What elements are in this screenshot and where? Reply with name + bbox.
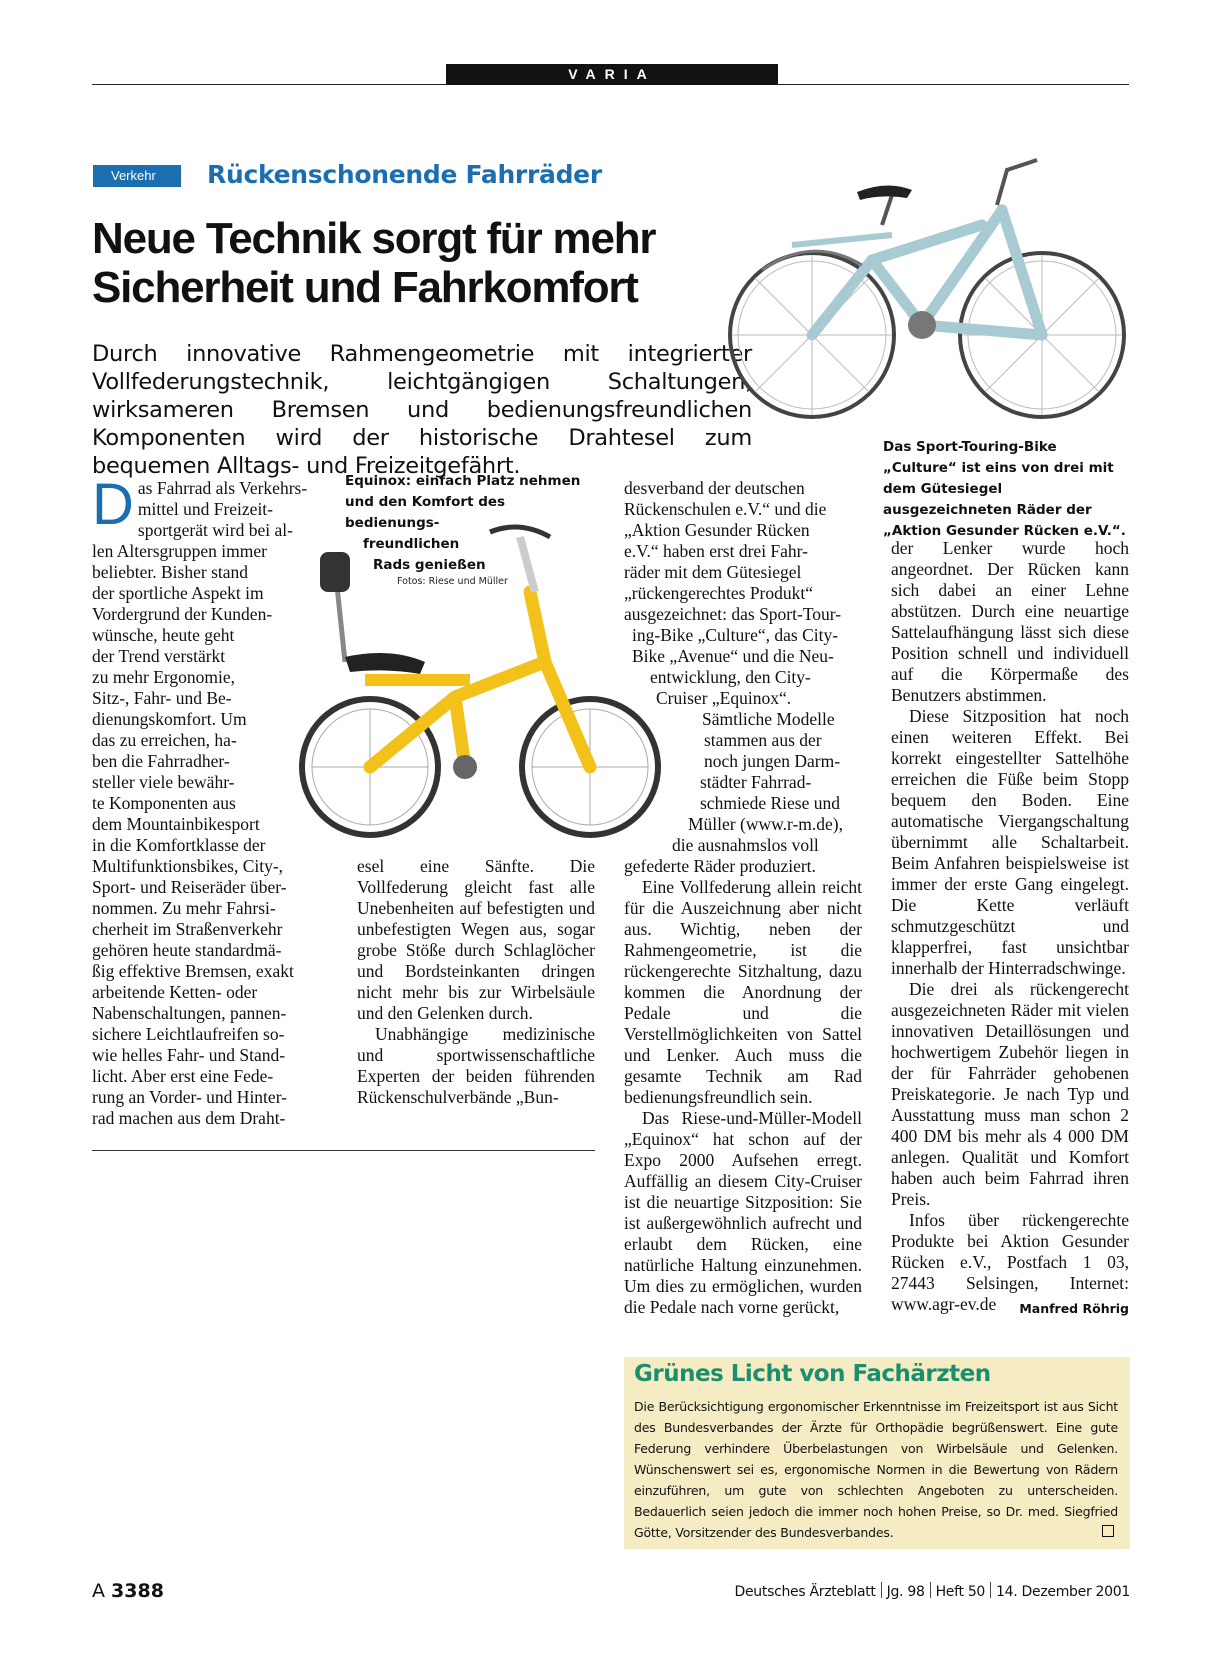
author-name: Manfred Röhrig xyxy=(1019,1301,1129,1316)
section-label: VARIA xyxy=(446,64,778,85)
end-mark-icon xyxy=(1102,1525,1114,1537)
page-value: 3388 xyxy=(111,1580,164,1602)
text-line: ausgezeichnet: das Sport-Tour- xyxy=(624,604,842,624)
text-line: Sämtliche Modelle xyxy=(702,709,835,729)
text-line: entwicklung, den City- xyxy=(650,667,811,687)
text-line: räder mit dem Gütesiegel xyxy=(624,562,802,582)
text-line: te Komponenten aus xyxy=(92,793,236,813)
photo-credit: Fotos: Riese und Müller xyxy=(397,576,508,587)
text-line: sportgerät wird bei al- xyxy=(137,520,293,540)
text-line: licht. Aber erst eine Fede- xyxy=(92,1066,274,1086)
text-line: der sportliche Aspekt im xyxy=(92,583,264,603)
text-line: arbeitende Ketten- oder xyxy=(92,982,258,1002)
text-line: Vordergrund der Kunden- xyxy=(92,604,273,624)
text-line: beliebter. Bisher stand xyxy=(92,562,249,582)
text-line: dem Mountainbikesport xyxy=(92,814,260,834)
text-line: desverband der deutschen xyxy=(624,478,805,498)
paragraph: Eine Vollfederung allein reicht für die Auszeichnung aber nicht aus. Wichtig, neben der Rahmengeometrie, ist die rückengerechte Sitzhaltung, dazu kommen die Anordnung der Pedale und die Verstellmöglichkeiten von Sattel und Lenker. Auch muss die gesamte Technik am Rad bedienungsfreundlich sein. xyxy=(624,877,862,1107)
paragraph: Das Riese-und-Müller-Modell „Equinox“ hat schon auf der Expo 2000 Aufsehen erregt. Auffällig an diesem City-Cruiser ist die neuartige Sitzposition: Sie ist außergewöhnlich aufrecht und erlaubt dem Rücken, eine natürliche Haltung einzunehmen. Um dies zu ermöglichen, wurden die Pedale nach vorne gerückt, xyxy=(624,1108,862,1317)
info-box-text: Die Berücksichtigung ergonomischer Erkenntnisse im Freizeitsport ist aus Sicht des Bundesverbandes der Ärzte für Orthopädie begrüßenswert. Eine gute Federung verhindere Überbelastungen von Wirbelsäule und Gelenken. Wünschenswert sei es, ergonomische Normen in die Bewertung von Rädern einzuführen, um gute von schlechten Angeboten zu unterscheiden. Bedauerlich seien jedoch die immer noch hohen Preise, so Dr. med. Siegfried Götte, Vorsitzender des Bundesverbandes. xyxy=(634,1399,1118,1540)
text-line: „Aktion Gesunder Rücken xyxy=(624,520,810,540)
text-line: sichere Leichtlaufreifen so- xyxy=(92,1024,285,1044)
text-line: die ausnahmslos voll xyxy=(672,835,819,855)
paragraph: Diese Sitzposition hat noch einen weiteren Effekt. Bei korrekt eingestellter Sattelhöhe erreichen die Füße beim Stopp bequem den Boden. Eine automatische Viergangschaltung übernimmt alle Schaltarbeit. Beim Anfahren beispielsweise ist immer der erste Gang eingelegt. Die Kette verläuft schmutzgeschützt und klapperfrei, fast unsichtbar innerhalb der Hinterradschwinge. xyxy=(891,706,1129,978)
text-line: ben die Fahrradher- xyxy=(92,751,230,771)
lead-paragraph: Durch innovative Rahmengeometrie mit integrierter Vollfederungstechnik, leichtgängigen Schaltungen, wirksameren Bremsen und bedienungsfreundlichen Komponenten wird der historische Drahtesel zum bequemen Alltags- und Freizeitgefährt. xyxy=(92,341,752,479)
headline xyxy=(92,214,655,312)
text-line: wie helles Fahr- und Stand- xyxy=(92,1045,286,1065)
article-column-4 xyxy=(891,538,1129,1319)
text-line: gefederte Räder produziert. xyxy=(624,856,816,876)
text-line: Multifunktionsbikes, City-, xyxy=(92,856,284,876)
kicker: Rückenschonende Fahrräder xyxy=(207,160,602,189)
journal-volume: Jg. 98 xyxy=(886,1584,925,1600)
paragraph: esel eine Sänfte. Die Vollfederung gleicht fast alle Unebenheiten auf befestigten und unbefestigten Wegen aus, sogar grobe Stöße durch Schlaglöcher und Bordsteinkanten dringen nicht mehr bis zur Wirbelsäule und den Gelenken durch. xyxy=(357,856,595,1023)
text-line: rung an Vorder- und Hinter- xyxy=(92,1087,287,1107)
caption-line: bedienungs- xyxy=(345,515,440,531)
text-line: cherheit im Straßenverkehr xyxy=(92,919,283,939)
page-number xyxy=(92,1580,164,1602)
journal-name: Deutsches Ärzteblatt xyxy=(734,1584,876,1600)
article-column-2 xyxy=(357,856,595,1108)
text-line: len Altersgruppen immer xyxy=(92,541,267,561)
text-line: stammen aus der xyxy=(704,730,822,750)
paragraph xyxy=(891,1210,1129,1315)
text-line: Sitz-, Fahr- und Be- xyxy=(92,688,232,708)
info-box-title: Grünes Licht von Fachärzten xyxy=(634,1361,991,1387)
caption-line: Equinox: einfach Platz nehmen xyxy=(345,473,581,489)
text-line: Müller (www.r-m.de), xyxy=(688,814,843,834)
journal-issue: Heft 50 xyxy=(935,1584,986,1600)
text-line: nommen. Zu mehr Fahrsi- xyxy=(92,898,276,918)
text-line: das zu erreichen, ha- xyxy=(92,730,237,750)
category-tag: Verkehr xyxy=(93,165,181,187)
article-column-1 xyxy=(92,472,330,1129)
text-line: steller viele bewähr- xyxy=(92,772,235,792)
text-line: ßig effektive Bremsen, exakt xyxy=(92,961,294,981)
text-line: zu mehr Ergonomie, xyxy=(92,667,236,687)
text-line: gehören heute standardmä- xyxy=(92,940,282,960)
text-line: Cruiser „Equinox“. xyxy=(656,688,792,708)
text-line: dienungskomfort. Um xyxy=(92,709,247,729)
headline-line: Sicherheit und Fahrkomfort xyxy=(92,263,638,312)
journal-info xyxy=(720,1582,1130,1600)
text-line: schmiede Riese und xyxy=(700,793,840,813)
article-column-3 xyxy=(624,478,862,1318)
text-line: noch jungen Darm- xyxy=(704,751,841,771)
drop-cap: D xyxy=(92,472,134,537)
text-line: Nabenschaltungen, pannen- xyxy=(92,1003,287,1023)
column-divider xyxy=(92,1150,595,1151)
text-line: as Fahrrad als Verkehrs- xyxy=(137,478,308,498)
text-line: e.V.“ haben erst drei Fahr- xyxy=(624,541,808,561)
text-line: Rückenschulen e.V.“ und die xyxy=(624,499,827,519)
text-line: rad machen aus dem Draht- xyxy=(92,1108,286,1128)
page-prefix: A xyxy=(92,1580,105,1602)
text-line: der Trend verstärkt xyxy=(92,646,226,666)
text-line: städter Fahrrad- xyxy=(700,772,812,792)
text-line: „rückengerechtes Produkt“ xyxy=(624,583,814,603)
text-line: wünsche, heute geht xyxy=(92,625,235,645)
paragraph: der Lenker wurde hoch angeordnet. Der Rücken kann sich dabei an einer Lehne abstützen. Durch eine neuartige Sattelaufhängung lässt sich diese Position schnell und individuell auf die Körpermaße des Benutzers abstimmen. xyxy=(891,538,1129,705)
caption-line: und den Komfort des xyxy=(345,494,506,510)
text-line: mittel und Freizeit- xyxy=(137,499,273,519)
bike-culture-image xyxy=(722,150,1132,440)
caption-line: freundlichen xyxy=(363,536,460,552)
paragraph: Die drei als rückengerecht ausgezeichneten Räder mit vielen innovativen Detaillösungen und hochwertigem Zubehör liegen in der für Fahrräder gehobenen Preiskategorie. Je nach Typ und Ausstattung muss man schon 2 400 DM bis mehr als 4 000 DM anlegen. Qualität und Komfort haben auch beim Fahrrad ihren Preis. xyxy=(891,979,1129,1209)
paragraph: Unabhängige medizinische und sportwissenschaftliche Experten der beiden führenden Rückenschulverbände „Bun- xyxy=(357,1024,595,1107)
headline-line: Neue Technik sorgt für mehr xyxy=(92,214,656,263)
caption-equinox xyxy=(345,471,590,587)
caption-line: Rads genießen xyxy=(373,557,486,573)
text-line: in die Komfortklasse der xyxy=(92,835,266,855)
journal-date: 14. Dezember 2001 xyxy=(996,1584,1130,1600)
caption-culture: Das Sport-Touring-Bike „Culture“ ist eins von drei mit dem Gütesiegel ausgezeichneten Räder der „Aktion Gesunder Rücken e.V.“. xyxy=(883,439,1126,539)
text-line: Bike „Avenue“ und die Neu- xyxy=(632,646,834,666)
info-text: Infos über rückengerechte Produkte bei Aktion Gesunder Rücken e.V., Postfach 1 03, 27443 Selsingen, Internet: www.agr-ev.de xyxy=(891,1210,1129,1314)
text-line: Sport- und Reiseräder über- xyxy=(92,877,287,897)
text-line: ing-Bike „Culture“, das City- xyxy=(632,625,839,645)
